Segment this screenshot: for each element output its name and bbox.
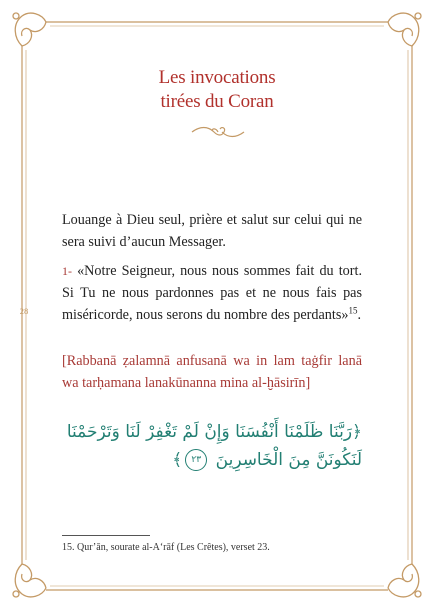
footnote-divider xyxy=(62,535,150,536)
title-line-2: tirées du Coran xyxy=(160,91,274,112)
invocation-text: «Notre Seigneur, nous nous sommes fait du tort. Si Tu ne nous pardonnes pas et ne nous fais pas miséricorde, nous serons du nombre des perdants» xyxy=(62,263,362,323)
corner-ornament-top-left xyxy=(13,13,46,46)
corner-ornament-bottom-left xyxy=(13,564,46,597)
corner-ornament-bottom-right xyxy=(388,564,421,597)
title-line-1: Les invocations xyxy=(158,67,276,88)
invocation-number: 1- xyxy=(62,264,72,278)
swirl-ornament-icon xyxy=(190,124,246,140)
footnote-reference: 15 xyxy=(348,305,358,316)
corner-ornament-top-right xyxy=(388,13,421,46)
arabic-text: ﴿رَبَّنَا ظَلَمْنَا أَنْفُسَنَا وَإِنْ لَمْ تَغْفِرْ لَنَا وَتَرْحَمْنَا لَنَكُونَنَّ مِنَ الْخَاسِرِينَ xyxy=(66,422,362,470)
arabic-verse xyxy=(62,418,362,474)
transliteration: [Rabbanā ẓalamnā anfusanā wa in lam taġfir lanā wa tarḥamana lanakūnanna mina al-ḫāsirīn] xyxy=(62,353,362,391)
invocation-end: . xyxy=(357,307,361,323)
footnote: 15. Qur’ān, sourate al-A‘rāf (Les Crêtes), verset 23. xyxy=(62,542,270,553)
invocation-paragraph xyxy=(62,260,362,326)
intro-paragraph: Louange à Dieu seul, prière et salut sur celui qui ne sera suivi d’aucun Messager. xyxy=(62,212,362,250)
page-number: 28 xyxy=(19,306,29,316)
page-title xyxy=(60,66,374,114)
arabic-close-bracket: ﴾ xyxy=(172,450,183,470)
ayah-number: ٢٣ xyxy=(185,449,207,471)
